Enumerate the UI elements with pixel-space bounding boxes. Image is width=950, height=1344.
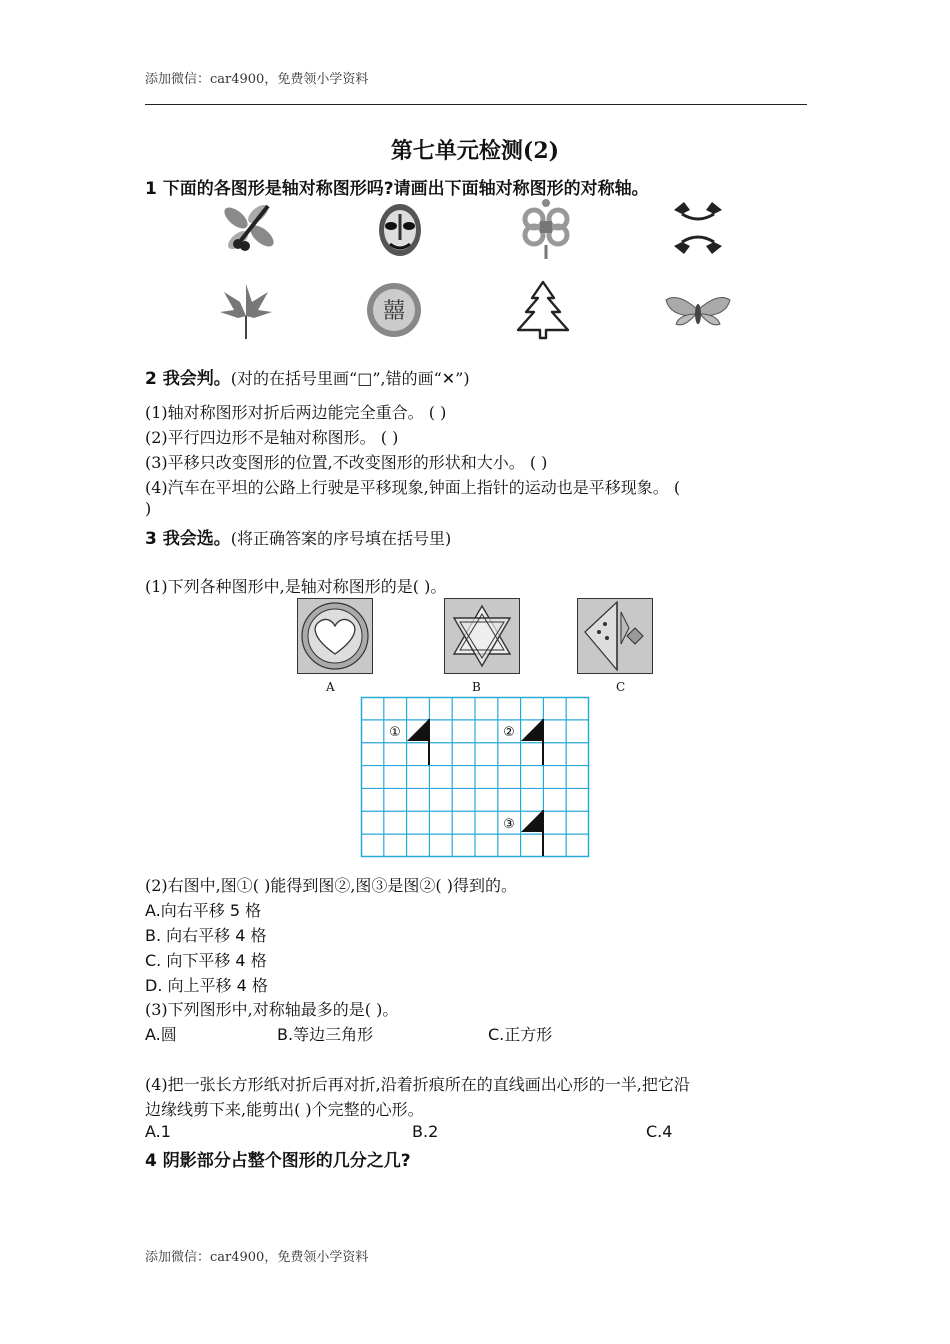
q3-sub2-option-d: D. 向上平移 4 格: [145, 976, 268, 995]
svg-text:囍: 囍: [382, 299, 406, 324]
q3-sub3-option-a: A.圆: [145, 1025, 177, 1044]
moth-icon: [664, 290, 732, 334]
header-contact: 添加微信：car4900，免费领小学资料: [145, 72, 369, 87]
q3-sub1: (1)下列各种图形中,是轴对称图形的是( )。: [145, 577, 447, 596]
q2-item-2: (2)平行四边形不是轴对称图形。 ( ): [145, 428, 399, 447]
q2-heading: 2 我会判。(对的在括号里画“□”,错的画“✕”): [145, 369, 470, 389]
q3-sub3-option-b: B.等边三角形: [277, 1025, 374, 1044]
pine-tree-icon: [514, 280, 572, 340]
translation-grid: [361, 697, 589, 857]
footer-contact: 添加微信：car4900，免费领小学资料: [145, 1250, 369, 1265]
q3-sub2-option-c: C. 向下平移 4 格: [145, 951, 267, 970]
q3-sub3: (3)下列图形中,对称轴最多的是( )。: [145, 1000, 399, 1019]
dragonfly-icon: [218, 200, 280, 256]
option-b-star-figure: [444, 598, 520, 674]
q3-heading: 3 我会选。(将正确答案的序号填在括号里): [145, 529, 452, 549]
q3-sub4-option-a: A.1: [145, 1122, 171, 1141]
double-happiness-medallion-icon: [366, 282, 422, 338]
q2-item-3: (3)平移只改变图形的位置,不改变图形的形状和大小。 ( ): [145, 453, 548, 472]
corner-ornament-icon: [670, 200, 726, 256]
q3-sub3-option-c: C.正方形: [488, 1025, 553, 1044]
cross-symbol: ✕: [441, 369, 456, 388]
leaf-icon: [220, 282, 272, 340]
q3-sub4-option-c: C.4: [646, 1122, 673, 1141]
grid-label-2: ②: [503, 725, 515, 740]
check-symbol: □: [357, 369, 373, 388]
option-a-heart-figure: [297, 598, 373, 674]
q2-item-4-tail: ): [145, 499, 152, 518]
header-divider: [145, 104, 807, 105]
option-b-label: B: [472, 680, 481, 694]
q1-heading: 1 下面的各图形是轴对称图形吗?请画出下面轴对称图形的对称轴。: [145, 179, 649, 199]
grid-label-1: ①: [389, 725, 401, 740]
q3-sub4-line1: (4)把一张长方形纸对折后再对折,沿着折痕所在的直线画出心形的一半,把它沿: [145, 1075, 690, 1094]
grid-label-3: ③: [503, 817, 515, 832]
page-title: 第七单元检测(2): [390, 138, 560, 164]
q4-heading: 4 阴影部分占整个图形的几分之几?: [145, 1151, 411, 1171]
chinese-knot-icon: [518, 197, 574, 261]
q3-sub2-option-a: A.向右平移 5 格: [145, 901, 262, 920]
q3-sub4-option-b: B.2: [412, 1122, 439, 1141]
option-c-fish-figure: [577, 598, 653, 674]
option-c-label: C: [616, 680, 626, 694]
q2-item-1: (1)轴对称图形对折后两边能完全重合。 ( ): [145, 403, 447, 422]
q3-sub4-line2: 边缘线剪下来,能剪出( )个完整的心形。: [145, 1100, 424, 1119]
option-a-label: A: [326, 680, 335, 694]
q3-sub2: (2)右图中,图①( )能得到图②,图③是图②( )得到的。: [145, 876, 517, 895]
q2-item-4: (4)汽车在平坦的公路上行驶是平移现象,钟面上指针的运动也是平移现象。 (: [145, 478, 681, 497]
opera-mask-icon: [376, 200, 424, 258]
q3-sub2-option-b: B. 向右平移 4 格: [145, 926, 267, 945]
